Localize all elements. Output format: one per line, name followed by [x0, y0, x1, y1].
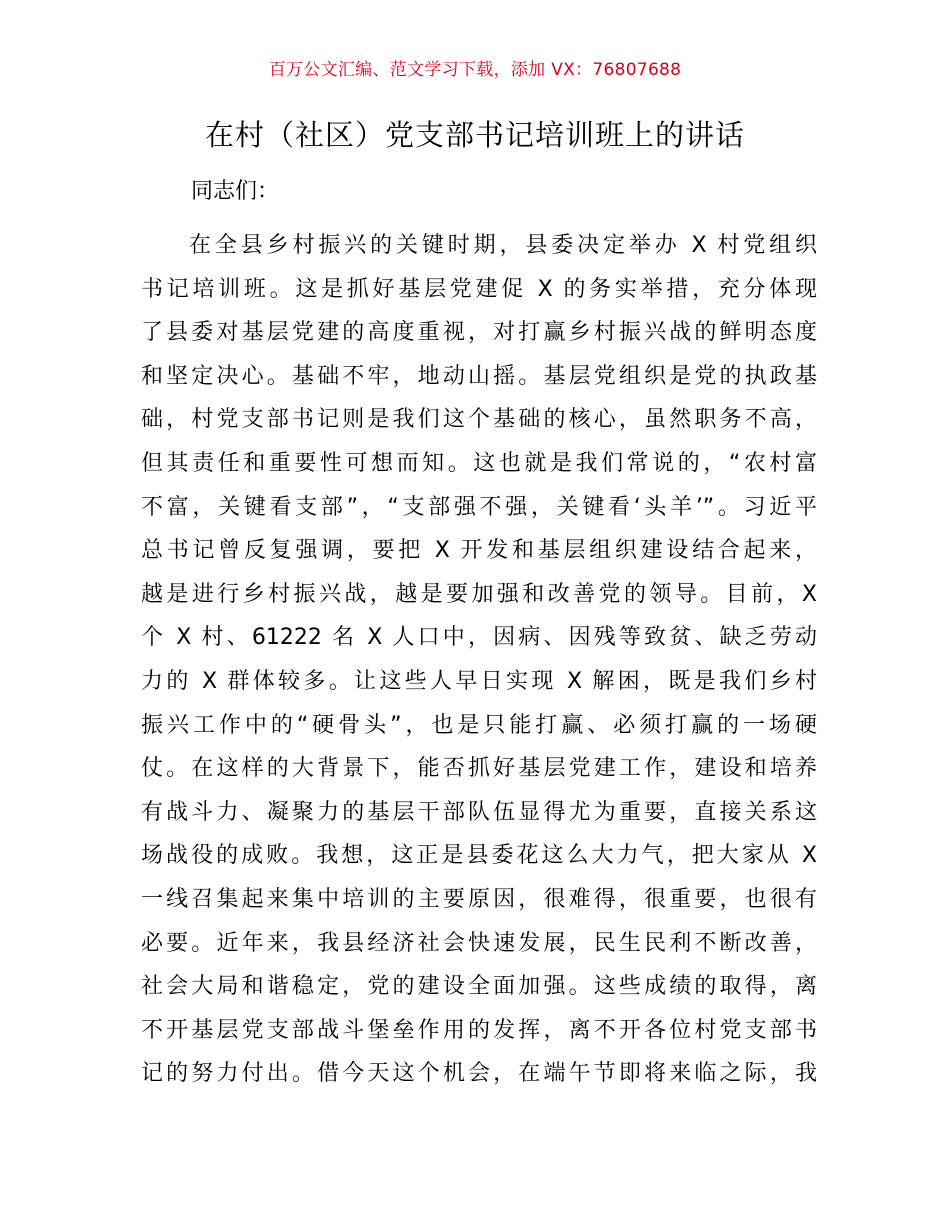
body-line: 必要。近年来，我县经济社会快速发展，民生民利不断改善，: [141, 930, 817, 956]
body-line: 有战斗力、凝聚力的基层干部队伍显得尤为重要，直接关系这: [141, 799, 817, 825]
greeting: 同志们：: [191, 179, 280, 204]
body-line: 础，村党支部书记则是我们这个基础的核心，虽然职务不高，: [141, 407, 817, 433]
body-line: 在全县乡村振兴的关键时期，县委决定举办 X 村党组织: [189, 233, 817, 258]
body-line: 不富，关键看支部”，“支部强不强，关键看‘头羊’”。习近平: [141, 494, 817, 520]
body-line: 社会大局和谐稳定，党的建设全面加强。这些成绩的取得，离: [141, 974, 817, 1000]
body-line: 总书记曾反复强调，要把 X 开发和基层组织建设结合起来，: [141, 538, 817, 564]
body-line: 力的 X 群体较多。让这些人早日实现 X 解困，既是我们乡村: [141, 668, 817, 694]
body-line: 场战役的成败。我想，这正是县委花这么大力气，把大家从 X: [141, 843, 817, 869]
body-line: 不开基层党支部战斗堡垒作用的发挥，离不开各位村党支部书: [141, 1017, 817, 1043]
body-paragraph: [141, 224, 817, 1096]
body-line: 记的努力付出。借今天这个机会，在端午节即将来临之际，我: [141, 1061, 817, 1087]
header-watermark-note: 百万公文汇编、范文学习下载，添加 VX：76807688: [268, 60, 682, 80]
body-line: 一线召集起来集中培训的主要原因，很难得，很重要，也很有: [141, 886, 817, 912]
body-line: 和坚定决心。基础不牢，地动山摇。基层党组织是党的执政基: [141, 363, 817, 389]
body-line: 个 X 村、61222 名 X 人口中，因病、因残等致贫、缺乏劳动: [141, 625, 817, 651]
body-line: 仗。在这样的大背景下，能否抓好基层党建工作，建设和培养: [141, 756, 817, 782]
body-line: 越是进行乡村振兴战，越是要加强和改善党的领导。目前，X: [141, 581, 817, 607]
body-line: 但其责任和重要性可想而知。这也就是我们常说的，“农村富: [141, 450, 817, 476]
body-line: 振兴工作中的“硬骨头”，也是只能打赢、必须打赢的一场硬: [141, 712, 817, 738]
body-line: 了县委对基层党建的高度重视，对打赢乡村振兴战的鲜明态度: [141, 320, 817, 346]
page-title: 在村（社区）党支部书记培训班上的讲话: [204, 118, 745, 152]
body-line: 书记培训班。这是抓好基层党建促 X 的务实举措，充分体现: [141, 276, 817, 302]
